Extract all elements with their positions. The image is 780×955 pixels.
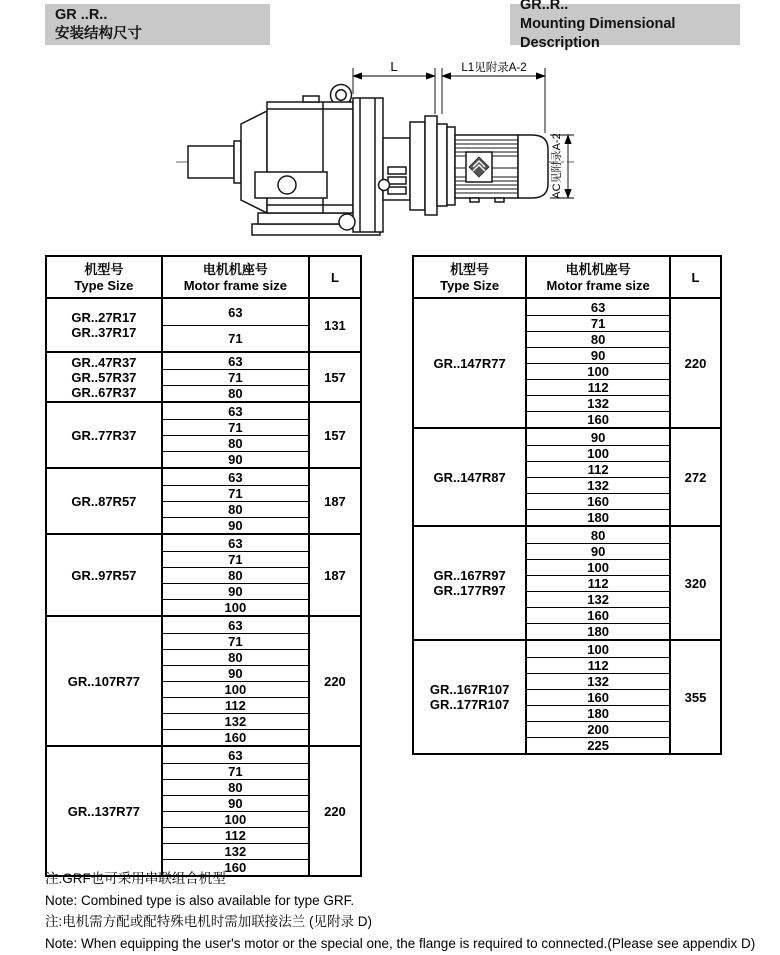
frame-size-cell: 100 <box>527 363 669 379</box>
frame-size-cell: 160 <box>527 607 669 623</box>
table-group-row <box>47 297 360 351</box>
frame-size-cell: 90 <box>527 347 669 363</box>
table-group-row <box>414 427 720 525</box>
frame-size-cell: 71 <box>163 325 308 351</box>
frame-size-cells <box>527 527 671 639</box>
frame-size-cells <box>163 469 310 533</box>
note-en-1: Note: Combined type is also available for type GRF. <box>45 892 355 908</box>
col-label-zh: 机型号 <box>84 261 124 277</box>
footnotes <box>45 871 765 951</box>
table-group-row <box>47 467 360 533</box>
model-label: GR..47R37 <box>71 354 137 370</box>
frame-size-cells <box>527 641 671 753</box>
frame-size-cell: 63 <box>228 469 243 485</box>
motor-flange <box>410 116 447 215</box>
frame-size-cell: 63 <box>228 403 243 419</box>
frame-size-cell: 80 <box>590 527 606 543</box>
l-value-cell: 157 <box>324 369 346 385</box>
dim-label-L: L <box>390 59 398 74</box>
frame-size-cell: 90 <box>163 583 308 599</box>
column-header-type <box>47 257 163 297</box>
spec-table-left <box>45 255 362 877</box>
model-label: GR..87R57 <box>71 493 137 509</box>
table-group-row <box>414 525 720 639</box>
frame-size-cell: 180 <box>527 705 669 721</box>
note-zh-1: 注:GRF也可采用串联组合机型 <box>45 871 226 886</box>
frame-size-cell: 132 <box>163 713 308 729</box>
frame-size-cell: 160 <box>163 859 308 875</box>
model-label: GR..147R87 <box>433 469 506 485</box>
frame-size-cell: 132 <box>527 395 669 411</box>
type-size-cell <box>47 469 163 533</box>
frame-size-cell: 180 <box>527 623 669 639</box>
frame-size-cell: 90 <box>163 451 308 467</box>
frame-size-cell: 132 <box>527 591 669 607</box>
output-shaft <box>188 141 241 183</box>
header-left <box>45 4 270 45</box>
frame-size-cell: 100 <box>163 599 308 615</box>
l-value-cell: 220 <box>324 673 346 689</box>
type-size-cell <box>47 353 163 401</box>
type-size-cell <box>414 299 527 427</box>
frame-size-cell: 132 <box>163 843 308 859</box>
frame-size-cell: 80 <box>163 649 308 665</box>
col-label-en: Type Size <box>74 277 134 293</box>
motor-front-ring <box>447 127 455 205</box>
motor <box>447 127 548 205</box>
table-group-row <box>47 401 360 467</box>
model-label: GR..37R17 <box>71 325 137 340</box>
frame-size-cell: 71 <box>527 315 669 331</box>
header-left-model-code: GR ..R.. <box>55 6 108 23</box>
model-label: GR..167R97 <box>433 568 506 583</box>
col-label-en: Motor frame size <box>183 277 287 293</box>
l-value-cell: 272 <box>684 469 707 485</box>
model-label: GR..107R77 <box>67 673 141 689</box>
frame-size-cell: 100 <box>163 811 308 827</box>
model-label: GR..167R107 <box>429 682 510 697</box>
type-size-cell <box>47 403 163 467</box>
type-size-cell <box>47 535 163 615</box>
l-value-cell: 220 <box>324 803 346 819</box>
frame-size-cell: 63 <box>590 299 606 315</box>
spec-table-right <box>412 255 722 755</box>
model-label: GR..177R97 <box>433 583 506 598</box>
frame-size-cell: 100 <box>527 445 669 461</box>
frame-size-cell: 63 <box>228 747 243 763</box>
gearmotor-technical-drawing <box>170 58 580 243</box>
type-size-cell <box>47 617 163 745</box>
frame-size-cell: 112 <box>527 461 669 477</box>
header-right-model-code: GR..R.. <box>520 0 569 13</box>
frame-size-cell: 90 <box>163 517 308 533</box>
frame-size-cell: 112 <box>163 697 308 713</box>
frame-size-cell: 180 <box>527 509 669 525</box>
frame-size-cell: 71 <box>163 485 308 501</box>
column-header-l: L <box>330 269 339 285</box>
input-adapter <box>379 138 411 200</box>
column-header-frame <box>163 257 310 297</box>
frame-size-cell: 112 <box>163 827 308 843</box>
frame-size-cell: 160 <box>527 493 669 509</box>
frame-size-cell: 160 <box>163 729 308 745</box>
frame-size-cell: 71 <box>163 369 308 385</box>
l-value-cell: 131 <box>324 317 346 333</box>
frame-size-cells <box>163 747 310 875</box>
frame-size-cells <box>527 299 671 427</box>
l-value-cell: 320 <box>684 575 707 591</box>
frame-size-cell: 90 <box>163 795 308 811</box>
model-label: GR..77R37 <box>71 427 137 443</box>
type-size-cell <box>47 747 163 875</box>
frame-size-cell: 80 <box>163 567 308 583</box>
table-group-row <box>414 297 720 427</box>
frame-size-cell: 160 <box>527 411 669 427</box>
frame-size-cell: 112 <box>527 575 669 591</box>
note-en-2: Note: When equipping the user's motor or the special one, the flange is required to connected.(Please see appendix D) <box>45 935 756 951</box>
frame-size-cell: 63 <box>228 535 243 551</box>
l-value-cell: 220 <box>684 355 707 371</box>
table-group-row <box>414 639 720 753</box>
col-label-zh: 电机机座号 <box>565 261 631 277</box>
frame-size-cell: 80 <box>527 331 669 347</box>
header-left-title-zh: 安装结构尺寸 <box>55 25 142 42</box>
model-label: GR..57R37 <box>71 369 137 385</box>
dim-label-L1: L1见附录A-2 <box>461 62 527 74</box>
frame-size-cells <box>163 299 310 351</box>
column-header-frame <box>527 257 671 297</box>
l-value-cell: 187 <box>324 567 346 583</box>
col-label-en: Motor frame size <box>546 277 650 293</box>
frame-size-cells <box>163 403 310 467</box>
column-header-l: L <box>691 269 700 285</box>
frame-size-cell: 90 <box>163 665 308 681</box>
motor-fan-cover <box>518 135 548 198</box>
frame-size-cell: 63 <box>228 304 243 320</box>
l-value-cell: 157 <box>324 427 346 443</box>
frame-size-cell: 112 <box>527 657 669 673</box>
frame-size-cell: 71 <box>163 551 308 567</box>
frame-size-cell: 90 <box>590 429 606 445</box>
model-label: GR..27R17 <box>71 310 137 325</box>
frame-size-cell: 63 <box>228 617 243 633</box>
frame-size-cell: 100 <box>163 681 308 697</box>
column-header-type <box>414 257 527 297</box>
table-header-row <box>414 257 720 297</box>
frame-size-cell: 71 <box>163 633 308 649</box>
frame-size-cells <box>163 535 310 615</box>
type-size-cell <box>414 527 527 639</box>
frame-size-cell: 225 <box>527 737 669 753</box>
model-label: GR..147R77 <box>433 355 506 371</box>
frame-size-cell: 71 <box>163 763 308 779</box>
table-header-row <box>47 257 360 297</box>
model-label: GR..67R37 <box>71 384 137 400</box>
table-group-row <box>47 615 360 745</box>
note-zh-2: 注:电机需方配或配特殊电机时需加联接法兰 (见附录 D) <box>45 914 372 929</box>
frame-size-cell: 80 <box>163 385 308 401</box>
model-label: GR..137R77 <box>67 803 141 819</box>
frame-size-cell: 160 <box>527 689 669 705</box>
col-label-en: Type Size <box>440 277 500 293</box>
frame-size-cells <box>527 429 671 525</box>
frame-size-cell: 80 <box>163 779 308 795</box>
frame-size-cell: 100 <box>527 559 669 575</box>
frame-size-cell: 63 <box>228 353 243 369</box>
model-label: GR..97R57 <box>71 567 137 583</box>
frame-size-cell: 112 <box>527 379 669 395</box>
frame-size-cell: 132 <box>527 477 669 493</box>
frame-size-cell: 100 <box>587 641 609 657</box>
frame-size-cells <box>163 353 310 401</box>
col-label-zh: 电机机座号 <box>202 261 268 277</box>
col-label-zh: 机型号 <box>450 261 490 277</box>
frame-size-cell: 90 <box>527 543 669 559</box>
type-size-cell <box>414 429 527 525</box>
l-value-cell: 187 <box>324 493 346 509</box>
frame-size-cell: 71 <box>163 419 308 435</box>
frame-size-cell: 200 <box>527 721 669 737</box>
frame-size-cell: 80 <box>163 501 308 517</box>
table-group-row <box>47 745 360 875</box>
header-right <box>510 0 740 51</box>
table-group-row <box>47 533 360 615</box>
header-right-title-en: Mounting Dimensional Description <box>520 16 676 51</box>
table-group-row <box>47 351 360 401</box>
frame-size-cell: 80 <box>163 435 308 451</box>
frame-size-cell: 132 <box>527 673 669 689</box>
dim-label-AC: AC见附录A-2 <box>551 133 563 199</box>
l-value-cell: 355 <box>684 689 707 705</box>
frame-size-cells <box>163 617 310 745</box>
model-label: GR..177R107 <box>429 697 510 712</box>
oil-plug <box>255 172 327 198</box>
type-size-cell <box>47 299 163 351</box>
type-size-cell <box>414 641 527 753</box>
